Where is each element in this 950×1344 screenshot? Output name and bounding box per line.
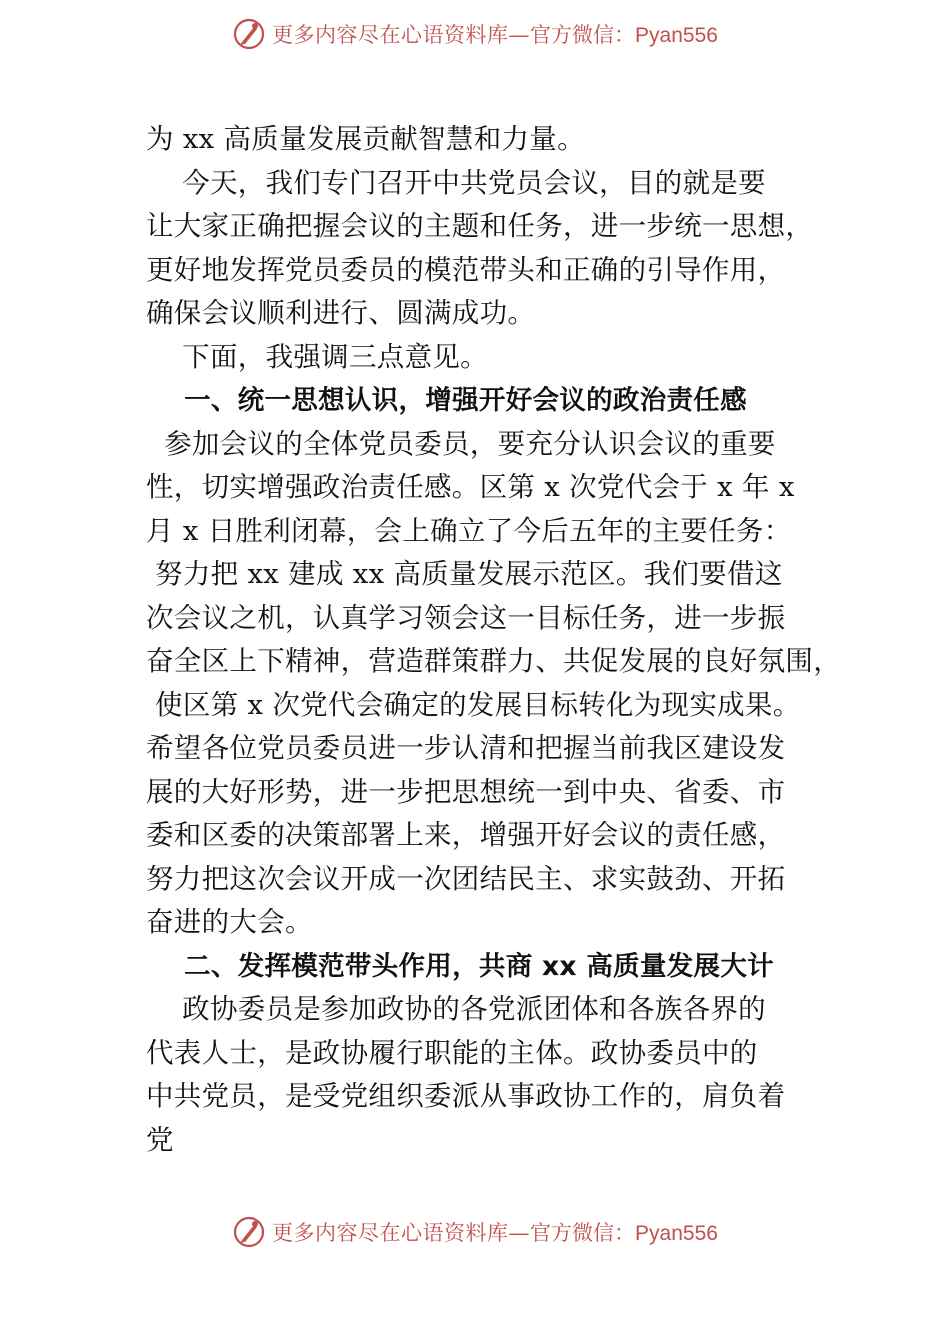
text-line: 奋全区上下精神，营造群策群力、共促发展的良好氛围， <box>146 645 841 677</box>
text-line: 政协委员是参加政协的各党派团体和各族各界的 <box>146 993 766 1025</box>
text-line: 确保会议顺利进行、圆满成功。 <box>146 297 536 329</box>
text-line: 性，切实增强政治责任感。区第 x 次党代会于 x 年 x <box>146 471 795 503</box>
text-line: 希望各位党员委员进一步认清和把握当前我区建设发 <box>146 732 786 764</box>
footer-brand-text: 更多内容尽在心语资料库— <box>272 1221 531 1245</box>
text-line: 今天，我们专门召开中共党员会议，目的就是要 <box>146 166 766 199</box>
text-line: 奋进的大会。 <box>146 906 313 938</box>
footer-watermark <box>0 1212 950 1252</box>
text-line: 让大家正确把握会议的主题和任务，进一步统一思想， <box>146 210 814 242</box>
text-line: 中共党员，是受党组织委派从事政协工作的，肩负着 <box>146 1080 786 1112</box>
footer-wechat-text: 官方微信：Pyan556 <box>530 1222 718 1245</box>
text-line: 委和区委的决策部署上来，增强开好会议的责任感， <box>146 819 786 851</box>
section-heading-2: 二、发挥模范带头作用，共商 xx 高质量发展大计 <box>146 950 774 982</box>
header-watermark <box>0 14 950 54</box>
text-line: 努力把 xx 建成 xx 高质量发展示范区。我们要借这 <box>146 558 783 590</box>
text-line: 使区第 x 次党代会确定的发展目标转化为现实成果。 <box>146 688 801 721</box>
pen-logo-icon <box>232 17 266 51</box>
text-line: 更好地发挥党员委员的模范带头和正确的引导作用， <box>146 253 786 286</box>
text-line: 为 xx 高质量发展贡献智慧和力量。 <box>146 123 585 155</box>
text-line: 次会议之机，认真学习领会这一目标任务，进一步振 <box>146 601 786 634</box>
text-line: 代表人士，是政协履行职能的主体。政协委员中的 <box>146 1036 758 1069</box>
text-line: 月 x 日胜利闭幕，会上确立了今后五年的主要任务： <box>146 514 792 547</box>
header-brand-text: 更多内容尽在心语资料库— <box>272 23 531 47</box>
pen-logo-icon <box>232 1215 266 1249</box>
text-line: 党 <box>146 1123 174 1156</box>
header-wechat-text: 官方微信：Pyan556 <box>530 24 718 47</box>
document-body <box>146 118 841 1162</box>
section-heading-1: 一、统一思想认识，增强开好会议的政治责任感 <box>146 385 747 416</box>
text-line: 下面，我强调三点意见。 <box>146 340 488 373</box>
text-line: 参加会议的全体党员委员，要充分认识会议的重要 <box>146 427 776 460</box>
text-line: 展的大好形势，进一步把思想统一到中央、省委、市 <box>146 775 786 808</box>
text-line: 努力把这次会议开成一次团结民主、求实鼓劲、开拓 <box>146 862 786 895</box>
